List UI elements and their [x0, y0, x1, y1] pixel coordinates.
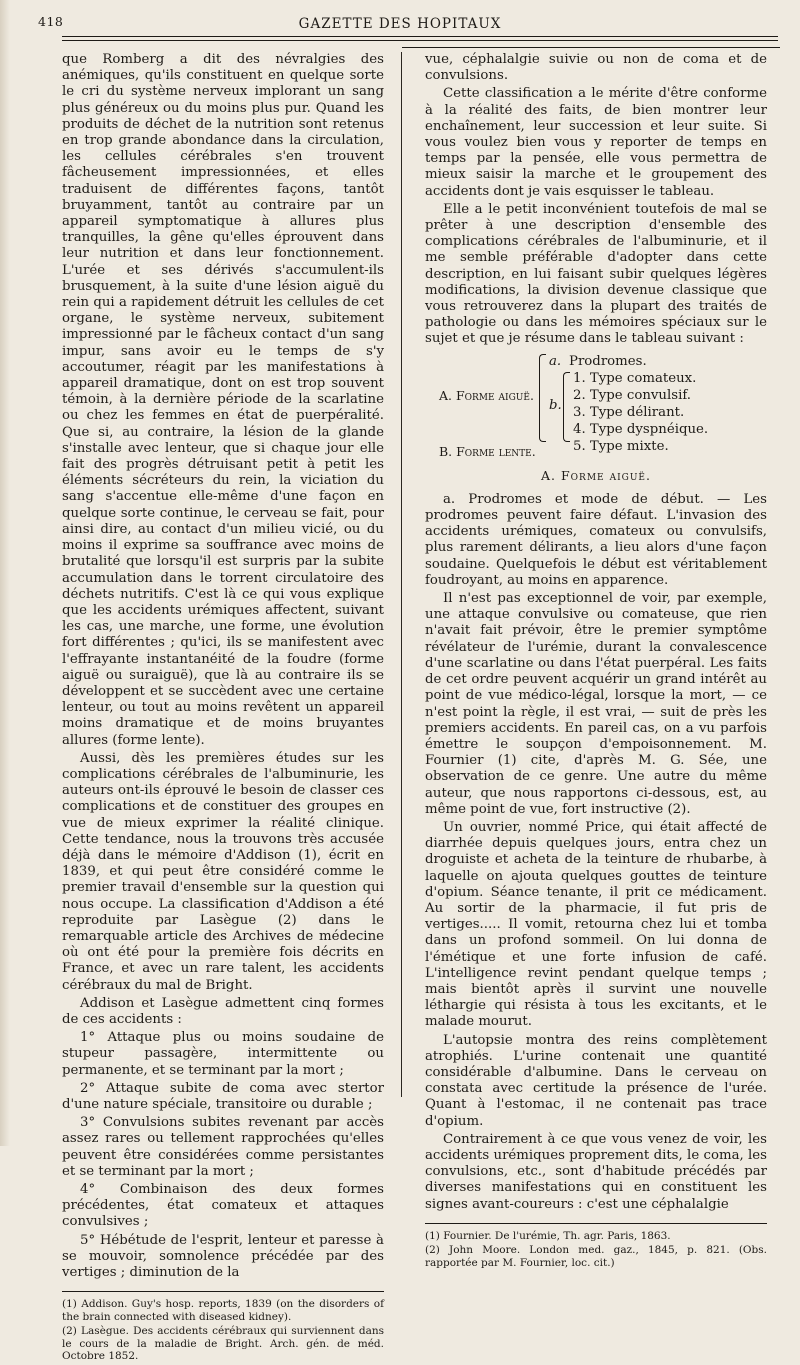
footnote: (1) Fournier. De l'urémie, Th. agr. Paris, 1863. — [425, 1229, 671, 1242]
paragraph: que Romberg a dit des névralgies des anémiques, qu'ils constituent en quelque sorte le cri du système nerveux implorant un sang plus généreux ou du moins plus pur. Quand les produits de déchet de la nutrition sont retenus en trop grande abondance dans la circulation, les cellules cérébrales s'en trouvent fâcheusement impressionnées, et elles traduisent de différentes façons, tantôt bruyamment, tantôt au contraire par un appareil symptomatique à allures plus tranquilles, la gêne qu'elles éprouvent dans leur nutrition et dans leur fonctionnement. L'urée et ses dérivés s'accumulent-ils brusquement, à la suite d'une lésion aiguë du rein qui a rapidement détruit les cellules de cet organe, le système nerveux, subitement impressionné par le fâcheux contact d'un sang impur, sans avoir eu le temps de s'y accoutumer, réagit par les manifestations à appareil dramatique, dont on est trop souvent témoin, à la dernière période de la scarlatine ou chez les femmes en état de puerpéralité. Que si, au contraire, la lésion de la glande s'installe avec lenteur, que si chaque jour elle fait des progrès détruisant petit à petit les éléments sécréteurs du rein, la viciation du sang s'accentue elle-même d'une façon en quelque sorte continue, le cerveau se fait, pour ainsi dire, au contact d'un milieu vicié, ou du moins il exprime sa souffrance avec moins de brutalité que lorsqu'il est surpris par la subite accumulation dans le torrent circulatoire des déchets nutritifs. C'est là ce qui vous explique que les accidents urémiques affectent, suivant les cas, une marche, une forme, une évolution fort différentes ; qu'ici, ils se manifestent avec l'effrayante instantanéité de la foudre (forme aiguë ou suraiguë), que là au contraire ils se développent et se succèdent avec une certaine lenteur, ou tout au moins revêtent un appareil moins dramatique et de moins bruyantes allures (forme lente). — [62, 52, 384, 748]
list-item: 4° Combinaison des deux formes précédentes, état comateux et attaques convulsives ; — [62, 1182, 384, 1230]
paragraph: Cette classification a le mérite d'être conforme à la réalité des faits, de bien montrer leur enchaînement, leur succession et leur suite. Si vous voulez bien vous y reporter de temps en temps par la pensée, elle vous permettra de mieux saisir la marche et le groupement des accidents dont je vais esquisser le tableau. — [425, 86, 767, 199]
paragraph: Contrairement à ce que vous venez de voir, les accidents urémiques proprement dits, le coma, les convulsions, etc., sont d'habitude précédés par diverses manifestations qui en constituent les signes avant-coureurs : c'est une céphalalgie — [425, 1131, 767, 1212]
type-item: 2. Type convulsif. — [573, 387, 691, 403]
page-number: 418 — [38, 14, 64, 29]
type-item: 3. Type délirant. — [573, 404, 685, 420]
type-item: 1. Type comateux. — [573, 370, 697, 386]
outer-brace — [539, 354, 546, 442]
list-item: 5° Hébétude de l'esprit, lenteur et paresse à se mouvoir, somnolence précédée par des vertiges ; diminution de la — [62, 1232, 384, 1281]
paragraph: Aussi, dès les premières études sur les complications cérébrales de l'albuminurie, les auteurs ont-ils éprouvé le besoin de classer ces complications et de constituer des groupes en vue de mieux exprimer la réalité clinique. Cette tendance, nous la trouvons très accusée déjà dans le mémoire d'Addison (1), écrit en 1839, et qui peut être considéré comme le premier travail d'ensemble sur la question qui nous occupe. La classification d'Addison a été reproduite par Lasègue (2) dans le remarquable article des Archives de médecine où ont été pour la première fois décrits en France, et avec un rare talent, les accidents cérébraux du mal de Bright. — [62, 750, 384, 993]
forme-lente-label: B. Forme lente. — [439, 443, 536, 459]
section-heading: A. Forme aiguë. — [541, 467, 651, 483]
footnote-rule — [425, 1223, 767, 1224]
paragraph: Un ouvrier, nommé Price, qui était affecté de diarrhée depuis quelques jours, entra chez un droguiste et acheta de la teinture de rhubarbe, à laquelle on ajouta quelques gouttes de teinture d'opium. Séance tenante, il prit ce médicament. Au sortir de la pharmacie, il fut pris de vertiges..... Il vomit, retourna chez lui et tomba dans un profond sommeil. On lui donna de l'émétique et une forte infusion de café. L'intelligence revint pendant quelque temps ; mais bientôt après il survint une nouvelle léthargie qui résista à tous les excitants, et le malade mourut. — [425, 819, 767, 1030]
right-column — [425, 52, 767, 1271]
left-column — [62, 52, 384, 1365]
paragraph: Il n'est pas exceptionnel de voir, par exemple, une attaque convulsive ou comateuse, que rien n'avait fait prévoir, être le premier symptôme révélateur de l'urémie, durant la convalescence d'une scarlatine ou dans l'état puerpéral. Les faits de cet ordre peuvent acquérir un grand intérêt au point de vue médico-légal, lorsque la mort, — ce n'est point la règle, il est vrai, — suit de près les premiers accidents. En pareil cas, on a vu parfois émettre le soupçon d'empoisonnement. M. Fournier (1) cite, d'après M. G. Sée, une observation de ce genre. Une autre du même auteur, que nous rapportons ci-dessous, est, au même point de vue, fort instructive (2). — [425, 591, 767, 817]
list-item: 3° Convulsions subites revenant par accès assez rares ou tellement rapprochées qu'elles peuvent être considérées comme persistantes et se terminant par la mort ; — [62, 1115, 384, 1179]
inner-brace — [563, 372, 570, 442]
forme-aigue-label: A. Forme aiguë. — [439, 387, 534, 403]
prodromes-item: Prodromes. — [569, 353, 647, 369]
paragraph: Elle a le petit inconvénient toutefois de mal se prêter à une description d'ensemble des complications cérébrales de l'albuminurie, et il me semble préférable d'adopter dans cette description, en lui faisant subir quelques légères modifications, la division devenue classique que vous retrouverez dans la plupart des traités de pathologie ou dans les mémoires spéciaux sur le sujet et que je résume dans le tableau suivant : — [425, 201, 767, 347]
running-title: GAZETTE DES HOPITAUX — [298, 16, 502, 32]
list-item: 2° Attaque subite de coma avec stertor d'une nature spéciale, transitoire ou durable ; — [62, 1080, 384, 1112]
header-double-rule — [62, 36, 778, 41]
right-column-top-rule — [402, 47, 780, 48]
page-edge-shadow — [0, 0, 10, 1146]
column-divider — [401, 52, 402, 1097]
footnote: (2) Lasègue. Des accidents cérébraux qui surviennent dans le cours de la maladie de Bright. Arch. gén. de méd. Octobre 1852. — [62, 1325, 384, 1363]
list-item: 1° Attaque plus ou moins soudaine de stupeur passagère, intermittente ou permanente, et se terminant par la mort ; — [62, 1030, 384, 1078]
classification-table — [425, 354, 767, 458]
type-item: 4. Type dyspnéique. — [573, 421, 709, 437]
footnote-rule — [62, 1291, 384, 1292]
b-label: b. — [549, 397, 562, 413]
paragraph: Addison et Lasègue admettent cinq formes de ces accidents : — [62, 995, 384, 1027]
footnote: (1) Addison. Guy's hosp. reports, 1839 (on the disorders of the brain connected with diseased kidney). — [62, 1298, 384, 1323]
paragraph: vue, céphalalgie suivie ou non de coma et de convulsions. — [425, 52, 767, 84]
footnote: (2) John Moore. London med. gaz., 1845, p. 821. (Obs. rapportée par M. Fournier, loc. cit.) — [425, 1244, 767, 1269]
type-item: 5. Type mixte. — [573, 438, 669, 454]
paragraph: a. Prodromes et mode de début. — Les prodromes peuvent faire défaut. L'invasion des accidents urémiques, comateux ou convulsifs, plus rarement délirants, a lieu alors d'une façon soudaine. Quelquefois le début est véritablement foudroyant, au moins en apparence. — [425, 491, 767, 588]
a-label: a. — [549, 353, 562, 369]
paragraph: L'autopsie montra des reins complètement atrophiés. L'urine contenait une quantité considérable d'albumine. Dans le cerveau on constata avec certitude la présence de l'urée. Quant à l'estomac, il ne contenait pas trace d'opium. — [425, 1032, 767, 1129]
